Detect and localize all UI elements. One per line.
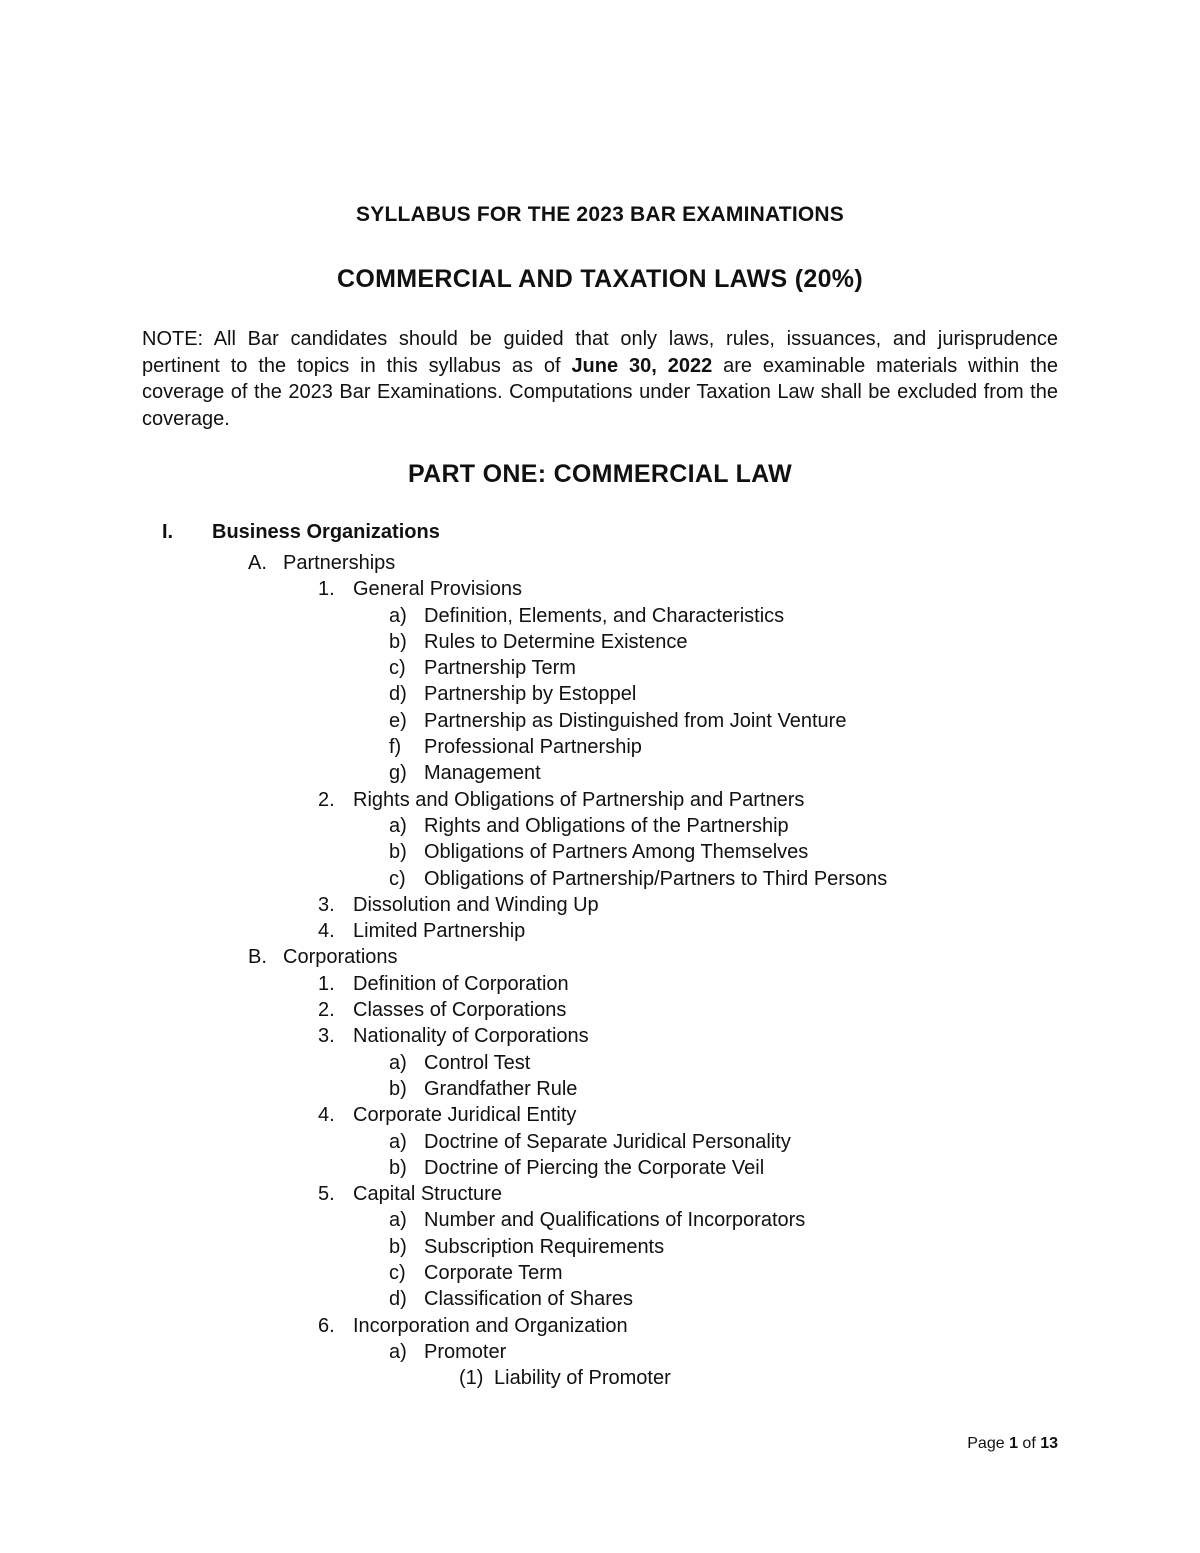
- page-of: of: [1017, 1435, 1041, 1452]
- outline-item-level-3: [0, 1050, 1200, 1076]
- outline-item-level-3: [0, 1260, 1200, 1286]
- outline-text: Dissolution and Winding Up: [353, 893, 599, 916]
- outline-text: Corporate Juridical Entity: [353, 1104, 577, 1127]
- outline-marker: 3.: [318, 1025, 335, 1048]
- outline-marker: a): [389, 814, 407, 837]
- outline-text: Limited Partnership: [353, 920, 526, 943]
- outline-marker: c): [389, 657, 406, 680]
- outline-text: Promoter: [424, 1340, 507, 1363]
- outline-item-level-3: [0, 603, 1200, 629]
- outline-text: Doctrine of Piercing the Corporate Veil: [424, 1156, 765, 1179]
- outline-marker: 3.: [318, 893, 335, 916]
- outline-item-level-1: [0, 944, 1200, 970]
- outline-item-level-3: [0, 681, 1200, 707]
- outline-marker: b): [389, 841, 407, 864]
- page-current: 1: [1009, 1435, 1018, 1452]
- outline-text: Definition, Elements, and Characteristics: [424, 604, 785, 627]
- outline-marker: 6.: [318, 1314, 335, 1337]
- outline-text: Rights and Obligations of Partnership and Partners: [353, 788, 805, 811]
- outline-item-level-3: [0, 1155, 1200, 1181]
- outline-marker: I.: [162, 521, 174, 543]
- outline-text: Obligations of Partners Among Themselves: [424, 841, 809, 864]
- outline-marker: d): [389, 1288, 407, 1311]
- outline-item-level-3: [0, 655, 1200, 681]
- outline-text: Partnership Term: [424, 657, 576, 680]
- outline-item-level-3: [0, 1339, 1200, 1365]
- outline-text: Partnership as Distinguished from Joint Venture: [424, 709, 847, 732]
- outline-marker: b): [389, 1156, 407, 1179]
- outline-item-level-3: [0, 839, 1200, 865]
- outline-item-level-3: [0, 1129, 1200, 1155]
- outline-marker: b): [389, 630, 407, 653]
- outline-marker: 1.: [318, 578, 335, 601]
- outline-text: Grandfather Rule: [424, 1077, 578, 1100]
- outline-marker: (1): [459, 1367, 484, 1390]
- outline-text: Rights and Obligations of the Partnership: [424, 814, 789, 837]
- outline-marker: g): [389, 762, 407, 785]
- note-cutoff-date: June 30, 2022: [571, 354, 713, 377]
- outline-item-level-2: [0, 997, 1200, 1023]
- note-text-before: NOTE: All Bar candidates should be guided that only laws, rules, issuances, and jurisprudence pertinent to the topics in this syllabus as of: [142, 328, 1058, 377]
- outline-marker: a): [389, 1051, 407, 1074]
- outline-item-level-2: [0, 1181, 1200, 1207]
- outline-marker: f): [389, 736, 402, 759]
- page-prefix: Page: [967, 1435, 1010, 1452]
- document-subtitle: COMMERCIAL AND TAXATION LAWS (20%): [337, 265, 863, 293]
- outline-item-level-2: [0, 971, 1200, 997]
- outline-item-level-3: [0, 734, 1200, 760]
- outline-item-level-2: [0, 1023, 1200, 1049]
- outline-marker: 2.: [318, 999, 335, 1022]
- outline-text: Number and Qualifications of Incorporators: [424, 1209, 806, 1232]
- page-total: 13: [1040, 1435, 1058, 1452]
- note-text-after: are examinable materials within the coverage of the 2023 Bar Examinations. Computations under Taxation Law shall be excluded from the coverage.: [142, 354, 1058, 430]
- outline-text: Nationality of Corporations: [353, 1025, 589, 1048]
- syllabus-outline: [0, 518, 1200, 1392]
- outline-item-level-3: [0, 760, 1200, 786]
- outline-marker: d): [389, 683, 407, 706]
- outline-marker: 5.: [318, 1183, 335, 1206]
- outline-marker: 4.: [318, 1104, 335, 1127]
- outline-item-level-2: [0, 787, 1200, 813]
- outline-text: Classes of Corporations: [353, 999, 567, 1022]
- outline-item-level-3: [0, 813, 1200, 839]
- outline-item-level-2: [0, 1102, 1200, 1128]
- outline-item-level-2: [0, 576, 1200, 602]
- outline-text: Professional Partnership: [424, 736, 642, 759]
- outline-text: Liability of Promoter: [494, 1367, 671, 1390]
- outline-marker: e): [389, 709, 407, 732]
- outline-text: Incorporation and Organization: [353, 1314, 628, 1337]
- outline-text: Partnership by Estoppel: [424, 683, 637, 706]
- outline-item-level-3: [0, 866, 1200, 892]
- outline-text: Partnerships: [283, 552, 396, 574]
- outline-item-level-3: [0, 1234, 1200, 1260]
- page-number: [967, 1435, 1058, 1453]
- outline-text: General Provisions: [353, 578, 522, 601]
- document-title: SYLLABUS FOR THE 2023 BAR EXAMINATIONS: [356, 203, 844, 226]
- outline-marker: a): [389, 1340, 407, 1363]
- outline-marker: 1.: [318, 972, 335, 995]
- outline-marker: b): [389, 1235, 407, 1258]
- coverage-note: [142, 326, 1058, 432]
- outline-item-level-3: [0, 1076, 1200, 1102]
- outline-text: Capital Structure: [353, 1183, 502, 1206]
- outline-text: Obligations of Partnership/Partners to Third Persons: [424, 867, 888, 890]
- outline-text: Doctrine of Separate Juridical Personality: [424, 1130, 791, 1153]
- outline-text: Corporations: [283, 946, 398, 969]
- outline-text: Corporate Term: [424, 1262, 563, 1285]
- outline-item-level-2: [0, 892, 1200, 918]
- outline-item-level-3: [0, 629, 1200, 655]
- outline-marker: 4.: [318, 920, 335, 943]
- outline-marker: A.: [248, 552, 267, 574]
- part-title: PART ONE: COMMERCIAL LAW: [407, 460, 793, 488]
- outline-marker: 2.: [318, 788, 335, 811]
- outline-marker: B.: [248, 946, 267, 969]
- outline-marker: a): [389, 1130, 407, 1153]
- outline-text: Business Organizations: [212, 521, 440, 543]
- outline-marker: a): [389, 604, 407, 627]
- outline-marker: b): [389, 1077, 407, 1100]
- outline-text: Management: [424, 762, 541, 785]
- outline-item-level-1: [0, 550, 1200, 576]
- outline-text: Control Test: [424, 1051, 531, 1074]
- outline-text: Rules to Determine Existence: [424, 630, 688, 653]
- outline-text: Classification of Shares: [424, 1288, 633, 1311]
- outline-text: Definition of Corporation: [353, 972, 569, 995]
- outline-item-level-2: [0, 918, 1200, 944]
- outline-marker: c): [389, 867, 406, 890]
- outline-marker: c): [389, 1262, 406, 1285]
- outline-marker: a): [389, 1209, 407, 1232]
- outline-item-level-3: [0, 1286, 1200, 1312]
- outline-item-level-2: [0, 1313, 1200, 1339]
- outline-text: Subscription Requirements: [424, 1235, 665, 1258]
- outline-item-level-0: [0, 518, 1200, 550]
- outline-item-level-3: [0, 1207, 1200, 1233]
- outline-item-level-3: [0, 708, 1200, 734]
- outline-item-level-4: [0, 1365, 1200, 1391]
